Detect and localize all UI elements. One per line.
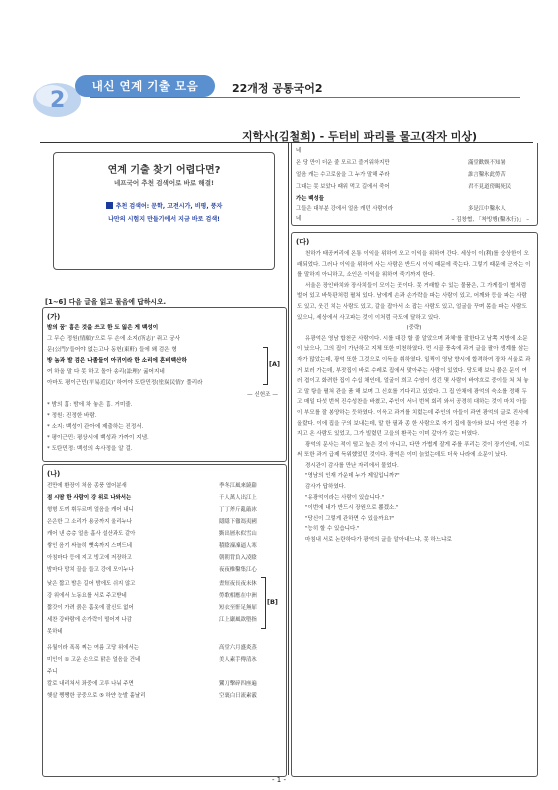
na-hanja: 多是江中鑿氷人 <box>468 206 506 212</box>
da-omission: (중략) <box>406 325 422 332</box>
promo-box <box>53 152 275 270</box>
da-paragraph: 광억의 문사는 적이 떨고 높은 것이 아니고, 다만 가볍게 잘게 주를 푸리는 것이 장기인데, 이로써 또한 과거 급제 득위했었던 것이다. 광억은 이미 늙었는데도 더욱 나라에 소문이 났다. <box>297 441 530 459</box>
na-ko: 그대는 못 보았나 때위 먹고 길에서 죽어 <box>296 184 390 190</box>
na-hanja: 高堂六月盛炎蒸 <box>219 645 257 651</box>
na-hanja: 夜夜椎鑿集江心 <box>219 567 257 573</box>
da-paragraph: 서울은 장인바치와 장사치들이 모이는 곳이다. 못 거래할 수 있는 물품은, 그 가게들이 별처럼 벌어 있고 바둑판처럼 펼쳐 있다. 남에게 손과 손가락을 파는 사람이 있고, 어깨와 등을 파는 사람도 있고, 웃긴 치는 사람도 있고, 갈을 잡아서 소 잡는 사람도 있고, 얼굴을 꾸며 몸을 파는 사람도 있으니, 세상에서 사고파는 것이 이처럼 극도에 달하고 있다. <box>297 282 527 321</box>
promo-title: 연계 기출 찾기 어렵다면? <box>107 165 221 176</box>
na-hanja: 滿堂歡娛不知暑 <box>468 160 506 166</box>
na-ko: 쌓인 음기 싸늘히 뼛속까지 스며드네 <box>47 543 132 549</box>
passage-da-label: (다) <box>296 238 310 246</box>
promo-keywords: 추천 검색어: 문학, 고전시가, 비평, 풍자 <box>115 203 223 210</box>
na-ko: 미인이 ① 고운 손으로 맑은 얼음을 건네 <box>47 657 141 663</box>
mark-b: [B] <box>267 598 278 606</box>
na-ko: 유월이라 폭폭 찌는 여름 고당 위에서는 <box>47 645 139 651</box>
ga-line: 밤의 꿈' 흉은 것을 쓰고 한 도 잃은 게 백성이 <box>47 325 159 331</box>
na-ko: 네 <box>296 216 302 222</box>
bracket-a <box>263 347 268 385</box>
header-rule <box>90 97 520 98</box>
da-dialogue: "당신이 그렇게 관하면 수 있을까요?" <box>305 515 395 522</box>
da-paragraph: 마침내 서로 논란하다가 광억의 글을 알아내느냐, 못 하느냐로 <box>305 537 452 544</box>
na-ko: 가는 백성들 <box>296 196 324 202</box>
passage-na-continued <box>291 143 538 226</box>
question-heading: [1~6] 다음 글을 읽고 물음에 답하시오. <box>45 298 167 306</box>
note: * 도탄민정: 백성의 속사정을 알 걸. <box>47 446 133 452</box>
na-hanja: 勞歌相應在中洲 <box>219 593 257 599</box>
passage-ga-box <box>42 307 287 462</box>
na-ko: 햇살 쨍쨍한 공중으로 ⑤ 하얀 눈발 흩날리 <box>47 693 146 699</box>
na-ko: 낮은 짧고 밤은 길어 밤에도 쉬지 않고 <box>47 581 136 587</box>
na-ko: 못하네 <box>47 629 63 635</box>
na-ko: 전만에 환장이 처음 종풍 엽어분새 <box>47 483 127 489</box>
da-dialogue: "영남의 인재 가운데 누가 제일입니까?" <box>305 473 400 480</box>
na-hanja: 斵出層氷似雪山 <box>219 531 257 537</box>
na-ko: 캐어 낸 층층 얼음 흡사 설산과도 같아 <box>47 531 136 537</box>
da-dialogue: "이번에 내가 반드시 장원으로 뽑겠소." <box>305 505 399 512</box>
na-ko: 네 <box>296 148 302 154</box>
na-hanja: 短衣至骭足無屝 <box>219 605 257 611</box>
square-bullet-icon <box>106 202 113 209</box>
bracket-b <box>261 577 266 629</box>
promo-subtitle: 네프국어 추천 검색어로 바로 해결! <box>114 179 214 187</box>
da-paragraph: 천하가 태공커리에 온통 이익을 위하여 오고 이익을 위하여 간다. 세상이 이(利)를 숭상한이 오래되었다. 그러나 이익을 위하여 사는 사람은 반드시 이익 때문에 죽는다. 그렇기 때문에 군자는 이를 말하지 아니하고, 소인은 이익을 위하여 죽기까지 한다. <box>297 251 531 279</box>
note: * 평이근민: 평상시에 백성과 가까이 지냄. <box>47 435 149 441</box>
na-ko: 형형 도끼 휘두르며 얼음을 캐어 내니 <box>47 507 134 513</box>
na-hanja: 江上嚴風欲墮指 <box>219 617 257 623</box>
promo-cta: 나만의 시험지 만들기에서 지금 바로 검색! <box>108 216 220 223</box>
na-hanja: 隱隱下徹馮夷國 <box>219 519 257 525</box>
da-paragraph: 경시관이 감사를 만난 자리에서 물었다. <box>305 462 399 469</box>
na-source: – 김창협, 「착빙행(鑿氷行)」 – <box>451 217 529 223</box>
ga-line: 그 무슨 정원(情願)'으로 두 손에 소지(所志)' 쥐고 궁사 <box>47 336 181 342</box>
da-paragraph: 감사가 답하였다. <box>305 484 346 491</box>
na-hanja: 誰言鑿氷此勞苦 <box>468 172 506 178</box>
ga-line: 문(公門)'들어야 없는고나 동헌(東軒) 들에 왜 검은 형 <box>47 347 177 353</box>
passage-da-box <box>291 232 538 777</box>
ga-line: 아마도 평이근민(平易近民)' 하여야 도탄민정(塗炭民情)' 풀리라 <box>47 380 203 386</box>
na-hanja: 君不見道傍暍死民 <box>468 184 512 190</box>
na-hanja: 空裏白日流素霰 <box>219 693 257 699</box>
na-ko: 칼로 내리쳐서 좌중에 고루 나눠 주면 <box>47 681 134 687</box>
na-ko: 얼음 캐는 수고로움을 그 누가 말해 주라 <box>296 172 390 178</box>
na-ko: 아침마다 등에 지고 빙고에 저장하고 <box>47 555 132 561</box>
passage-da-text <box>297 249 531 546</box>
na-hanja: 季冬江風來繞谿 <box>219 483 257 489</box>
document-title: 지학사(김철희) - 두터비 파리를 물고(작자 미상) <box>242 130 478 143</box>
na-ko: 은은한 그 소리가 용궁까지 울리누나 <box>47 519 132 525</box>
curriculum-label: 22개정 공통국어2 <box>232 82 323 95</box>
ga-line: 여 하올 말 다 못 하고 돌아 송리(訟理)' 굶어지네 <box>47 369 165 375</box>
page-number: - 1 - <box>272 776 286 784</box>
da-dialogue: "유광억이라는 사람이 있습니다." <box>305 494 385 501</box>
passage-na-box <box>42 464 287 777</box>
na-ko: 그들은 대부분 강에서 얼음 캐던 사람이라 <box>296 206 394 212</box>
na-ko: 세찬 강바람에 손가락이 떨어져 나감 <box>47 617 132 623</box>
note: * 소지: 백성이 관아에 제출하는 진정서. <box>47 424 144 430</box>
da-dialogue: "능히 할 수 있습니다." <box>305 526 360 533</box>
section-tag: 내신 연계 기출 모음 <box>75 75 215 97</box>
na-ko: 짧갓이 가려 붉은 홈옷에 잘신도 없어 <box>47 605 134 611</box>
note: * 정원: 진정한 바람. <box>47 413 97 419</box>
na-ko: 주니 <box>47 669 58 675</box>
na-hanja: 丁丁斧斤亂敲冰 <box>219 507 257 513</box>
na-hanja: 晝短夜長夜未休 <box>219 581 257 587</box>
passage-na-label: (나) <box>47 470 61 478</box>
na-hanja: 積陰凜凜逼人寒 <box>219 543 257 549</box>
na-ko: 온 당 만이 더운 줄 모르고 즐거워하지만 <box>296 160 390 166</box>
ga-author: — 신헌조 — <box>247 392 278 398</box>
svg-text:2: 2 <box>50 88 66 113</box>
ga-line: 방 놈과 발 검은 나졸들이 아귀이라 한 소리에 혼비백산하 <box>47 358 187 364</box>
na-hanja: 千人萬人出江上 <box>219 495 257 501</box>
promo-body <box>60 200 268 226</box>
na-hanja: 朝朝背負入凌陰 <box>219 555 257 561</box>
mark-a: [A] <box>269 360 280 368</box>
na-ko: 점 시땀 한 사람이 강 위로 나와서는 <box>47 495 132 501</box>
na-hanja: 鸞刀擊碎四座遍 <box>219 681 257 687</box>
na-ko: 밤마다 망치 끌을 들고 강에 모이누나 <box>47 567 134 573</box>
da-paragraph: 유광억은 영남 합천군 사람이다. 시를 대강 할 줄 알았으며 과체'를 잘한다고 남쪽 지방에 소문이 났으나, 그의 집이 가난하고 지체 또한 미천하였다. 먼 시골 풍속에 과거 글을 팔아 생계를 삼는 자가 많았는데, 광억 또한 그것으로 이득을 취하였다. 일찍이 영남 향시에 합격하여 장차 서울로 과거 보러 가는데, 부잣집이 바로 수레로 집에서 맞아주는 사람이 있었다. 당도해 보니 붉은 문이 여러 겹이고 화려한 집이 수십 채인데, 얼굴이 희고 수염이 성긴 몇 사람이 바야흐로 중이들 쳐 쳐 놓고 말 탕을 펼쳐 관을 품 해 보며 그 신호를 기다리고 있었다. 그 집 안채에 광억의 숙소를 정해 두고 매일 다섯 번씩 진수성찬을 바쳤고, 주인이 서너 번씩 회리 와서 공경히 대하는 것이 마치 아들이 부모를 잘 봉양하는 듯하였다. 이윽고 과거를 치렀는데 주인의 아들이 과연 광억의 글로 진사에 올랐다. 이에 집을 구의 보내는데, 말 한 필과 종 한 사람으로 자기 집에 돌아와 보니 아연 전송 가지고 온 사람도 있었고, 그가 빌렸던 고을의 환곡는 이미 갚아가 갔는 터였다. <box>297 335 531 438</box>
note: * 밤의 흉: 밤에 차 놓은 흉. 거미줄. <box>47 402 133 408</box>
na-hanja: 美人素手傳清氷 <box>219 657 257 663</box>
na-ko: 강 위에서 노동요를 서로 주고받네 <box>47 593 127 599</box>
column-divider <box>288 143 289 775</box>
passage-ga-label: (가) <box>47 313 61 321</box>
